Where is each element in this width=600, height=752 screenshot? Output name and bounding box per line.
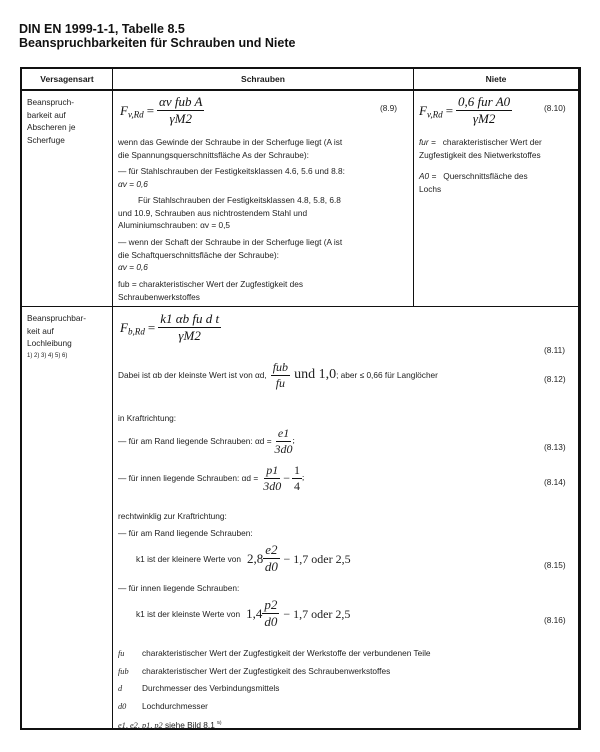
col-divider-2	[413, 69, 414, 307]
header-niete: Niete	[485, 74, 507, 84]
row2-label: Beanspruchbar- keit auf Lochleibung 1) 2) 3) 4) 5) 6)	[27, 312, 111, 362]
row1-label: Beanspruch- barkeit auf Abscheren je Scherfuge	[27, 97, 76, 145]
rechtwinklig: rechtwinklig zur Kraftrichtung:	[118, 511, 227, 521]
row2-footnotes: 1) 2) 3) 4) 5) 6)	[27, 352, 68, 359]
eq-number-8-12: (8.12)	[544, 374, 566, 384]
rand2-line: — für am Rand liegende Schrauben:	[118, 528, 253, 538]
eq-number-8-16: (8.16)	[544, 615, 566, 625]
definition-see-figure: e1, e2, p1, p2 siehe Bild 8.1 $^{5)}$	[118, 719, 222, 730]
document-title	[19, 22, 295, 50]
schrauben-text-fub: fub = charakteristischer Wert der Zugfestigkeit des Schraubenwerkstoffes	[118, 279, 303, 302]
definition-d0: d0 Lochdurchmesser	[118, 700, 208, 711]
formula-8-10: $F_{v,Rd}$ = $\frac{\text{0,6 fur A0}}{\gamma M2}$	[419, 94, 511, 127]
eq-number-8-13: (8.13)	[544, 442, 566, 452]
schrauben-text-gewinde: wenn das Gewinde der Schraube in der Scherfuge liegt (A ist die Spannungsquerschnittsfläche As der Schraube):	[118, 137, 343, 160]
niete-def-fur: fur = charakteristischer Wert der Zugfestigkeit des Nietwerkstoffes	[419, 137, 542, 160]
eq-number-8-11: (8.11)	[544, 345, 566, 355]
eq-number-8-9: (8.9)	[380, 103, 398, 113]
innen2-line: — für innen liegende Schrauben:	[118, 583, 240, 593]
resistance-table	[20, 67, 581, 730]
definition-fu: fu charakteristischer Wert der Zugfestigkeit der Werkstoffe der verbundenen Teile	[118, 648, 431, 658]
eq-number-8-14: (8.14)	[544, 477, 566, 487]
definition-fub: fub charakteristischer Wert der Zugfestigkeit des Schraubenwerkstoffes	[118, 665, 391, 676]
schrauben-text-klassen-46: — für Stahlschrauben der Festigkeitsklassen 4.6, 5.6 und 8.8: αv = 0,6	[118, 166, 345, 189]
row-divider	[22, 306, 578, 307]
title-line-1: DIN EN 1999-1-1, Tabelle 8.5	[19, 22, 185, 36]
definition-d: d Durchmesser des Verbindungsmittels	[118, 683, 280, 693]
eq-number-8-10: (8.10)	[544, 103, 566, 113]
definition-list	[118, 645, 558, 734]
rand-line: — für am Rand liegende Schrauben: αd = $\frac{e1}{3d0}$ ;	[118, 426, 295, 456]
title-line-2: Beanspruchbarkeiten für Schrauben und Niete	[19, 36, 296, 50]
dabei-line: Dabei ist αb der kleinste Wert ist von αd, $\frac{\text{fub}}{fu}$ und 1,0 ; aber ≤ 0,66 für Langlöcher	[118, 360, 438, 390]
eq-number-8-15: (8.15)	[544, 560, 566, 570]
col-divider-1	[112, 69, 113, 728]
formula-8-11: $F_{b,Rd}$ = $\frac{\text{k1 αb fu d t}}{\gamma M2}$	[120, 311, 220, 344]
header-schrauben: Schrauben	[241, 74, 285, 84]
header-versagensart: Versagensart	[40, 74, 94, 84]
innen-line: — für innen liegende Schrauben: αd = $\frac{p1}{3d0}$ − $\frac{1}{4}$ ;	[118, 463, 305, 493]
in-kraftrichtung: in Kraftrichtung:	[118, 413, 177, 423]
schrauben-text-schaft: — wenn der Schaft der Schraube in der Scherfuge liegt (A ist die Schaftquerschnittsfläche der Schraube): αv = 0,6	[118, 237, 343, 272]
schrauben-text-klassen-48: Für Stahlschrauben der Festigkeitsklassen 4.8, 5.8, 6.8 und 10.9, Schrauben aus nichtrostendem Stahl und Aluminiumschrauben: αv = 0,5	[118, 195, 341, 230]
formula-8-9: $F_{v,Rd}$ = $\frac{\text{αv fub A}}{\gamma M2}$	[120, 94, 203, 127]
k1-rand-line: k1 ist der kleinere Werte von 2,8 $\frac{e2}{d0}$ − 1,7 oder 2,5	[136, 542, 351, 574]
niete-def-a0: A0 = Querschnittsfläche des Lochs	[419, 171, 528, 194]
k1-innen-line: k1 ist der kleinste Werte von 1,4 $\frac{p2}{d0}$ − 1,7 oder 2,5	[136, 597, 351, 629]
